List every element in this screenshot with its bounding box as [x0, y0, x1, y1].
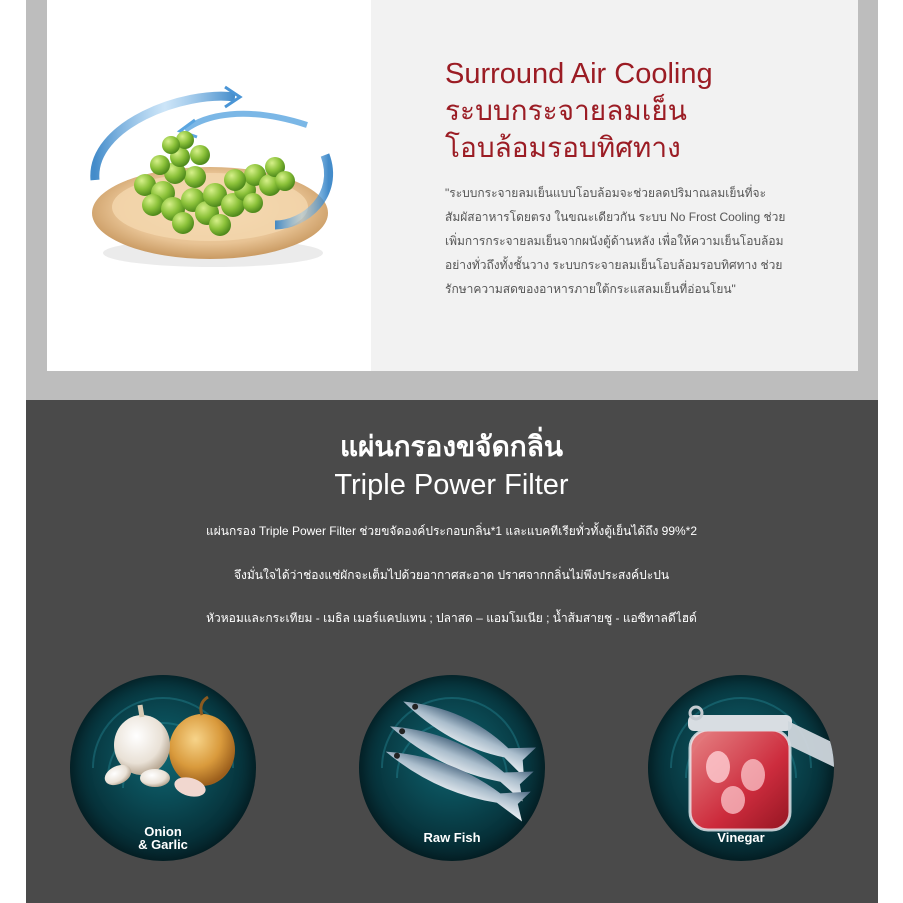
odor-label-onion-garlic: [70, 825, 256, 851]
air-cooling-title-th-line2: โอบล้อมรอบทิศทาง: [445, 132, 681, 163]
filter-text-line3: หัวหอมและกระเทียม - เมธิล เมอร์แคปแทน ; ปลาสด – แอมโมเนีย ; น้ำส้มสายชู - แอซีทาลดีไฮด์: [206, 611, 697, 625]
air-cooling-title-en: Surround Air Cooling: [445, 58, 713, 90]
filter-title-th: แผ่นกรองขจัดกลิ่น: [339, 431, 564, 462]
grapes-plate-airflow-icon: [75, 85, 340, 275]
odor-circle-vinegar: [648, 675, 834, 861]
air-cooling-title-th-line1: ระบบกระจายลมเย็น: [445, 95, 687, 126]
odor-circle-raw-fish: [359, 675, 545, 861]
odor-label-vinegar: Vinegar: [717, 830, 765, 845]
odor-label-line2: & Garlic: [138, 837, 188, 852]
filter-title-en: Triple Power Filter: [334, 469, 569, 501]
odor-label-raw-fish: Raw Fish: [423, 830, 481, 845]
air-cooling-description: "ระบบกระจายลมเย็นแบบโอบล้อมจะช่วยลดปริมาณลมเย็นที่จะสัมผัสอาหารโดยตรง ในขณะเดียวกัน ระบบ No Frost Cooling ช่วยเพิ่มการกระจายลมเย็นจากผนังตู้ด้านหลัง เพื่อให้ความเย็นโอบล้อมอย่างทั่วถึงทั้งชั้นวาง ระบบกระจายลมเย็นโอบล้อมรอบทิศทาง ช่วยรักษาความสดของอาหารภายใต้กระแสลมเย็นที่อ่อนโยน": [445, 186, 786, 296]
odor-circle-onion-garlic: [70, 675, 256, 861]
filter-text-line1: แผ่นกรอง Triple Power Filter ช่วยขจัดองค์ประกอบกลิ่น*1 และแบคทีเรียทั่วทั้งตู้เย็นได้ถึง 99%*2: [205, 524, 698, 538]
filter-text-line2: จึงมั่นใจได้ว่าช่องแช่ผักจะเต็มไปด้วยอากาศสะอาด ปราศจากกลิ่นไม่พึงประสงค์ปะปน: [233, 568, 670, 582]
odor-label-line1: Onion: [144, 824, 182, 839]
